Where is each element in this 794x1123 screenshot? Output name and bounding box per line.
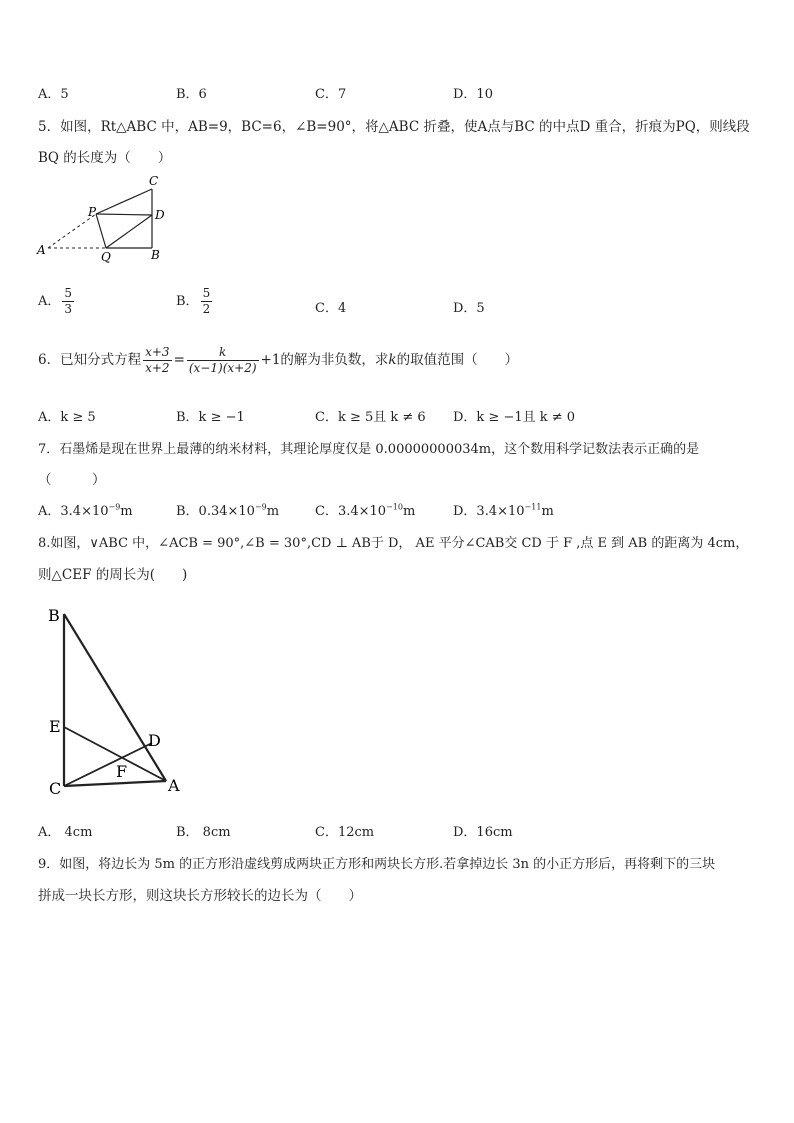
q5-option-a [38,286,76,317]
q5-label-c: C [149,174,159,188]
q6-rhs-den: (x−1)(x+2) [188,361,257,375]
q5-option-b-den: 2 [202,302,211,316]
q7-option-b [176,500,279,519]
q5-text-line2: BQ 的长度为（ ） [38,150,172,166]
q5-label-q: Q [101,250,111,264]
q5-option-b-prefix: B． [176,294,199,309]
q8-segment-ca [64,781,166,786]
q6-rhs-num: k [187,345,259,361]
q7-option-c-exp: −10 [386,502,403,512]
q5-option-c: C．4 [315,301,347,316]
q7-option-a-unit: m [120,504,133,519]
q6-lhs-den: x+2 [145,361,170,375]
q4-option-a: A．5 [38,87,69,102]
q6-lhs-fraction [143,345,171,376]
q7-option-d [453,500,554,519]
q7-option-b-exp: −9 [254,502,267,512]
q7-option-a [38,500,133,519]
q6-plus-one: +1 [260,352,281,368]
q7-option-b-unit: m [266,504,280,519]
q5-option-a-prefix: A． [38,294,61,309]
q7-text-line1: 7．石墨烯是现在世界上最薄的纳米材料，其理论厚度仅是 0.00000000034m，这个数用科学记数法表示正确的是 [38,442,700,457]
q5-option-a-num: 5 [64,286,73,300]
q7-option-a-base: A．3.4×10 [38,504,109,519]
q8-label-e: E [49,717,61,736]
q5-label-p: P [88,205,97,219]
q4-option-d: D．10 [453,87,493,102]
q6-text [38,345,518,376]
q4-option-c: C．7 [315,87,347,102]
q5-label-a: A [37,243,46,257]
q5-option-a-den: 3 [64,302,73,316]
q5-segment-qd [106,215,152,248]
q7-option-c-unit: m [402,504,416,519]
q5-label-d: D [155,208,165,222]
q5-option-b-fraction [201,286,213,317]
q6-lhs-num: x+3 [145,345,170,359]
q8-label-c: C [49,779,62,798]
q8-option-a: A． 4cm [38,825,93,840]
q7-option-d-unit: m [541,504,554,519]
q5-option-b-num: 5 [202,286,211,300]
q8-figure [40,600,200,800]
q7-option-d-base: D．3.4×10 [453,504,525,519]
q6-option-d: D．k ≥ −1且 k ≠ 0 [453,410,576,425]
q8-label-b: B [48,606,60,625]
q9-text-line1: 9．如图，将边长为 5m 的正方形沿虚线剪成两块正方形和两块长方形.若拿掉边长 3n 的小正方形后，再将剩下的三块 [38,857,716,872]
q7-text-line2: （ ） [38,472,106,488]
q8-segment-ba [64,614,166,781]
q4-option-b: B．6 [176,87,207,102]
q8-label-f: F [116,762,128,781]
q8-option-b: B． 8cm [176,825,231,840]
q5-figure [34,172,174,266]
q5-option-b [176,286,214,317]
q8-text-line2: 则△CEF 的周长为( ) [38,567,188,583]
q7-option-c [315,500,415,519]
q5-option-d: D．5 [453,301,485,316]
q5-dashed-ap [48,214,96,248]
q8-label-d: D [148,731,161,750]
q7-option-b-base: B．0.34×10 [176,504,255,519]
q7-option-c-base: C．3.4×10 [315,504,387,519]
q6-prefix: 6．已知分式方程 [38,352,142,368]
q6-rhs-fraction [187,345,259,376]
q5-label-b: B [151,248,160,262]
q8-option-c: C．12cm [315,825,375,840]
q5-segment-pd [96,214,152,215]
q6-option-a: A．k ≥ 5 [38,410,96,425]
q5-segment-pq [96,214,106,248]
q5-option-a-fraction [62,286,74,317]
q8-text-line1: 8.如图，∨ABC 中，∠ACB = 90°,∠B = 30°,CD ⊥ AB于 D， AE 平分∠CAB交 CD 于 F ,点 E 到 AB 的距离为 4cm， [38,536,749,551]
q7-option-d-exp: −11 [524,502,542,512]
q6-option-b: B．k ≥ −1 [176,410,245,425]
q9-text-line2: 拼成一块长方形，则这块长方形较长的边长为（ ） [38,888,362,904]
q6-option-c: C．k ≥ 5且 k ≠ 6 [315,410,426,425]
q5-text-line1: 5．如图，Rt△ABC 中，AB=9，BC=6，∠B=90°，将△ABC 折叠，使A点与BC 的中点D 重合，折痕为PQ，则线段 [38,119,750,135]
q6-suffix-b: 的取值范围（ ） [396,352,519,368]
q8-option-d: D．16cm [453,825,513,840]
q5-segment-pc [96,189,152,214]
q7-option-a-exp: −9 [108,502,121,512]
q6-equals: = [173,352,185,368]
q8-label-a: A [168,776,180,795]
q6-suffix-a: 的解为非负数，求 [280,352,389,368]
q6-k: k [388,352,397,368]
